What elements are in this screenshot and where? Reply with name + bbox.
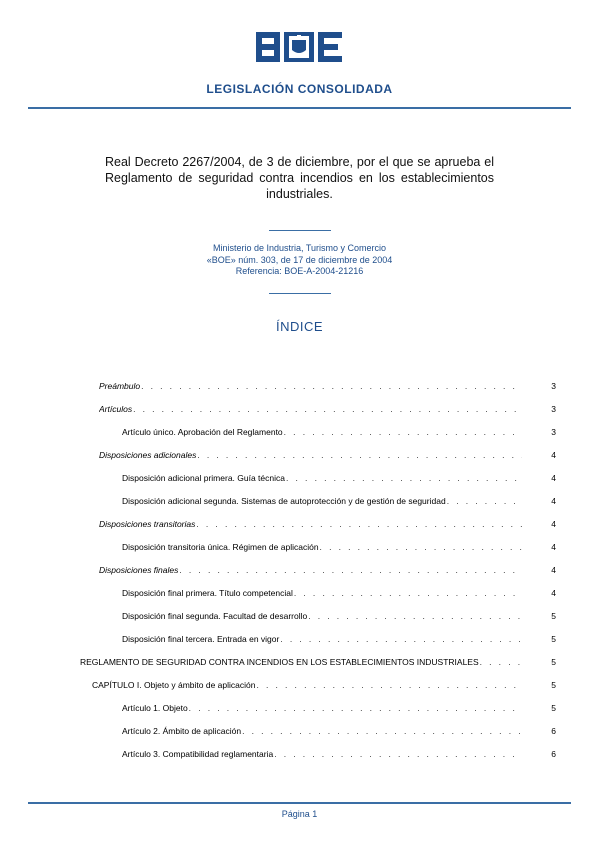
index-title: ÍNDICE <box>275 319 324 334</box>
title-divider <box>269 230 331 231</box>
toc-entry-page: 5 <box>551 703 556 713</box>
toc-entry-page: 6 <box>551 726 556 736</box>
toc-entry-label: Disposición adicional primera. Guía técnica <box>122 473 285 483</box>
toc-entry-label: Disposición adicional segunda. Sistemas de autoprotección y de gestión de seguridad <box>122 496 446 506</box>
toc-entry[interactable] <box>92 680 556 694</box>
toc-entry-page: 5 <box>551 657 556 667</box>
toc-entry-page: 4 <box>551 565 556 575</box>
toc-entry-label: Artículos <box>99 404 133 414</box>
toc-entry[interactable] <box>122 634 556 648</box>
toc-entry-page: 5 <box>551 611 556 621</box>
toc-entry-label: Disposición final segunda. Facultad de desarrollo <box>122 611 308 621</box>
toc-entry-page: 5 <box>551 634 556 644</box>
toc-entry[interactable] <box>122 588 556 602</box>
toc-entry[interactable] <box>99 404 556 418</box>
toc-entry-page: 4 <box>551 588 556 598</box>
toc-entry[interactable] <box>122 703 556 717</box>
document-title: Real Decreto 2267/2004, de 3 de diciembre, por el que se aprueba el Reglamento de seguridad contra incendios en los establecimientos industriales. <box>105 155 494 201</box>
toc-entry-label: Disposición final tercera. Entrada en vigor <box>122 634 280 644</box>
header-divider <box>28 107 571 109</box>
toc-entry-label: Disposición final primera. Título competencial <box>122 588 293 598</box>
toc-entry-page: 3 <box>551 427 556 437</box>
toc-entry[interactable] <box>122 473 556 487</box>
toc-entry-label: REGLAMENTO DE SEGURIDAD CONTRA INCENDIOS EN LOS ESTABLECIMIENTOS INDUSTRIALES <box>80 657 479 667</box>
toc-entry-label: Artículo 1. Objeto <box>122 703 188 713</box>
toc-entry[interactable] <box>122 496 556 510</box>
document-metadata <box>0 243 599 278</box>
toc-entry-page: 3 <box>551 404 556 414</box>
boe-issue: «BOE» núm. 303, de 17 de diciembre de 2004 <box>206 254 393 265</box>
ministry: Ministerio de Industria, Turismo y Comercio <box>212 243 387 253</box>
toc-entry[interactable] <box>122 726 556 740</box>
header-title: LEGISLACIÓN CONSOLIDADA <box>206 82 393 96</box>
toc-entry-label: Disposiciones adicionales <box>99 450 197 460</box>
page-number: Página 1 <box>281 809 318 819</box>
toc-entry[interactable] <box>99 450 556 464</box>
toc-entry-page: 4 <box>551 542 556 552</box>
toc-entry[interactable] <box>99 565 556 579</box>
toc-entry-label: CAPÍTULO I. Objeto y ámbito de aplicación <box>92 680 256 690</box>
boe-logo <box>254 30 346 64</box>
toc-entry-page: 4 <box>551 496 556 506</box>
toc-entry-page: 5 <box>551 680 556 690</box>
toc-entry[interactable] <box>122 542 556 556</box>
toc-entry-label: Disposiciones transitorias <box>99 519 196 529</box>
toc-entry-label: Artículo único. Aprobación del Reglamento <box>122 427 283 437</box>
toc-entry-page: 4 <box>551 519 556 529</box>
toc-entry-page: 4 <box>551 450 556 460</box>
toc-entry-page: 3 <box>551 381 556 391</box>
toc-entry-page: 6 <box>551 749 556 759</box>
toc-entry-label: Disposiciones finales <box>99 565 179 575</box>
toc-entry[interactable] <box>122 611 556 625</box>
toc-entry[interactable] <box>99 519 556 533</box>
toc-entry-label: Disposición transitoria única. Régimen de aplicación <box>122 542 319 552</box>
toc-entry-label: Artículo 3. Compatibilidad reglamentaria <box>122 749 274 759</box>
metadata-divider <box>269 293 331 294</box>
toc-entry[interactable] <box>122 749 556 763</box>
toc-entry-label: Artículo 2. Ámbito de aplicación <box>122 726 242 736</box>
toc-entry[interactable] <box>122 427 556 441</box>
toc-entry[interactable] <box>99 381 556 395</box>
toc-entry-label: Preámbulo <box>99 381 141 391</box>
reference: Referencia: BOE-A-2004-21216 <box>235 266 364 276</box>
toc-entry[interactable] <box>80 657 556 671</box>
toc-entry-page: 4 <box>551 473 556 483</box>
footer-divider <box>28 802 571 804</box>
